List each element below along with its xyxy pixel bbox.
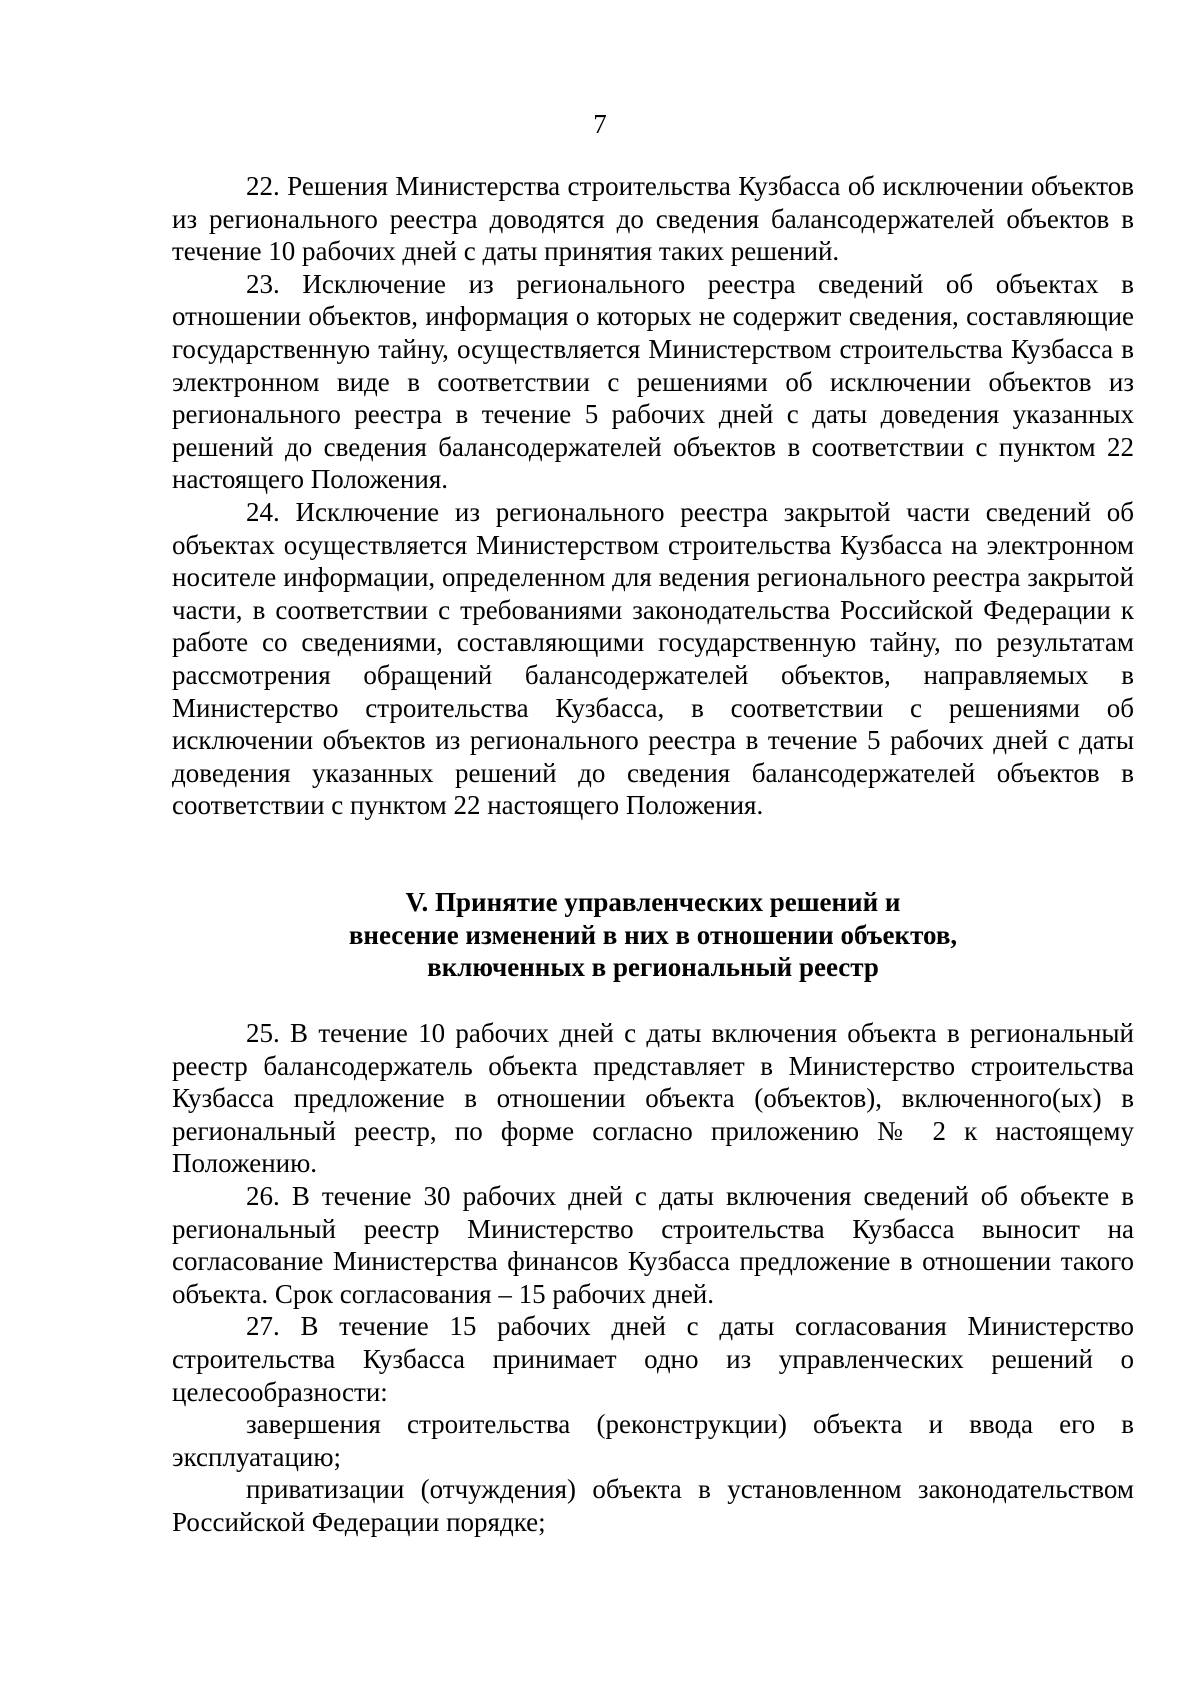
paragraph-24: 24. Исключение из регионального реестра закрытой части сведений об объектах осуществляется Министерством строительства Кузбасса на электронном носителе информации, определенном для ведения регионального реестра закрытой части, в соответствии с требованиями законодательства Российской Федерации к работе со сведениями, составляющими государственную тайну, по результатам рассмотрения обращений балансодержателей объектов, направляемых в Министерство строительства Кузбасса, в соответствии с решениями об исключении объектов из регионального реестра в течение 5 рабочих дней с даты доведения указанных решений до сведения балансодержателей объектов в соответствии с пунктом 22 настоящего Положения. (172, 496, 1134, 821)
paragraph-27-option-completion: завершения строительства (реконструкции) объекта и ввода его в эксплуатацию; (172, 1409, 1134, 1472)
section-heading-line-2: внесение изменений в них в отношении объектов, (348, 919, 958, 950)
paragraph-25: 25. В течение 10 рабочих дней с даты включения объекта в региональный реестр балансодержатель объекта представляет в Министерство строительства Кузбасса предложение в отношении объекта (объектов), включенного(ых) в региональный реестр, по форме согласно приложению № 2 к настоящему Положению. (172, 1018, 1134, 1179)
section-heading (172, 886, 1134, 984)
body-text-top (172, 170, 1134, 822)
section-heading-line-1: V. Принятие управленческих решений и (405, 887, 901, 917)
paragraph-26: 26. В течение 30 рабочих дней с даты включения сведений об объекте в региональный реестр Министерство строительства Кузбасса выносит на согласование Министерства финансов Кузбасса предложение в отношении такого объекта. Срок согласования – 15 рабочих дней. (172, 1180, 1134, 1309)
paragraph-23: 23. Исключение из регионального реестра сведений об объектах в отношении объектов, информация о которых не содержит сведения, составляющие государственную тайну, осуществляется Министерством строительства Кузбасса в электронном виде в соответствии с решениями об исключении объектов из регионального реестра в течение 5 рабочих дней с даты доведения указанных решений до сведения балансодержателей объектов в соответствии с пунктом 22 настоящего Положения. (172, 268, 1134, 495)
section-heading-line-3: включенных в региональный реестр (427, 952, 879, 983)
paragraph-27-option-privatization: приватизации (отчуждения) объекта в установленном законодательством Российской Федерации порядке; (172, 1474, 1134, 1537)
paragraph-22: 22. Решения Министерства строительства Кузбасса об исключении объектов из регионального реестра доводятся до сведения балансодержателей объектов в течение 10 рабочих дней с даты принятия таких решений. (172, 171, 1134, 267)
paragraph-27: 27. В течение 15 рабочих дней с даты согласования Министерство строительства Кузбасса принимает одно из управленческих решений о целесообразности: (172, 1311, 1134, 1407)
body-text-bottom (172, 1017, 1134, 1539)
page-number: 7 (593, 109, 607, 139)
